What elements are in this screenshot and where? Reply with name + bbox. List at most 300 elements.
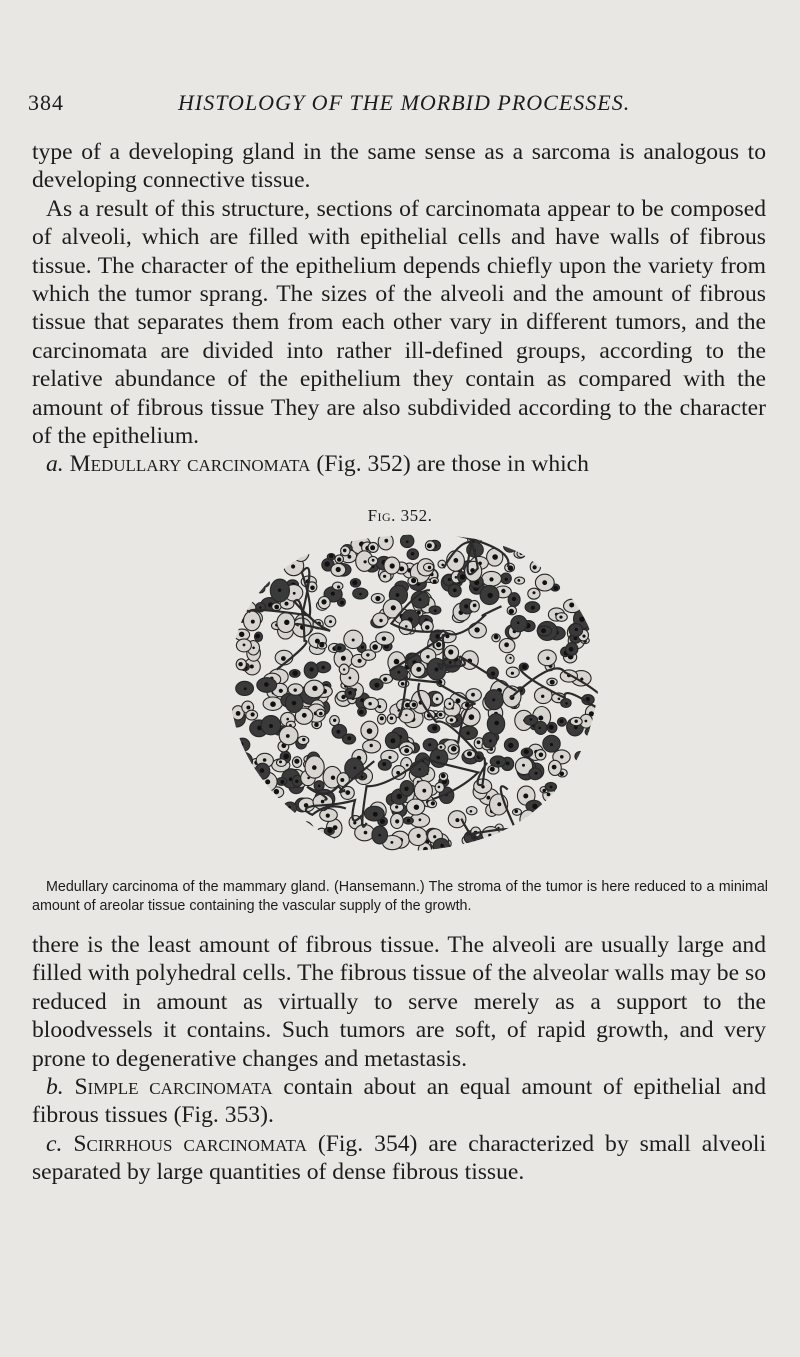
cell-nucleus [336,730,340,734]
cell-nucleus [517,579,520,582]
cell-nucleus [417,834,421,838]
cell-nucleus [304,831,307,834]
cell-nucleus [370,545,375,550]
paragraph-text: contain about an equal amount of epithelial and fibrous tissues (Fig. 353). [32,1074,766,1129]
item-letter: b. [46,1074,64,1101]
cell-nucleus [374,683,379,688]
cell-shape [296,822,314,842]
cell-nucleus [396,593,400,597]
cell-nucleus [359,593,362,596]
cell-nucleus [391,841,394,844]
cell-nucleus [467,751,472,756]
cell-nucleus [383,677,387,681]
cell-shape [257,811,273,829]
cell-nucleus [407,819,411,823]
cell-nucleus [449,661,452,664]
cell-nucleus [438,786,441,789]
cell-nucleus [236,711,241,716]
cell-nucleus [256,578,260,582]
cell-nucleus [320,833,323,836]
cell-nucleus [492,554,498,560]
cell-shape [583,752,599,766]
body-text-top [32,138,766,479]
cell-nucleus [347,736,351,740]
cell-nucleus [321,800,325,804]
cell-nucleus [579,567,584,572]
cell-shape [564,553,572,562]
cell-nucleus [546,657,550,661]
cell-nucleus [450,718,454,722]
cell-nucleus [530,718,533,721]
cell-nucleus [519,543,522,546]
cell-nucleus [236,811,238,813]
cell-nucleus [274,789,279,794]
cell-nucleus [295,780,298,783]
cell-nucleus [348,691,352,695]
cell-shape [231,805,243,819]
cell-nucleus [380,716,384,720]
cell-nucleus [489,577,493,581]
cell-shape [337,847,345,853]
cell-nucleus [364,560,367,563]
paragraph-scirrhous [32,1130,766,1187]
cell-nucleus [309,667,313,671]
cell-shape [265,834,282,848]
cell-nucleus [405,714,407,716]
cell-nucleus [411,578,416,583]
cell-nucleus [260,570,263,573]
cell-nucleus [405,625,408,628]
cell-nucleus [460,574,466,580]
cell-nucleus [331,592,335,596]
cell-nucleus [436,756,440,760]
cell-nucleus [251,620,255,624]
cell-shape [260,829,278,847]
cell-nucleus [265,559,270,564]
cell-nucleus [512,597,516,601]
cell-shape [540,806,557,821]
cell-nucleus [370,744,373,747]
paragraph: type of a developing gland in the same sense as a sarcoma is analogous to developing connective tissue. [32,139,766,194]
cell-nucleus [340,848,343,851]
cell-nucleus [390,717,393,720]
cell-nucleus [550,786,553,789]
cell-nucleus [559,719,563,723]
cell-nucleus [522,664,527,669]
paragraph: there is the least amount of fibrous tissue. The alveoli are usually large and filled with polyhedral cells. The fibrous tissue of the alveolar walls may be so reduced in amount as virtually to serve merely as a support to the bloodvessels it contains. Such tumors are soft, of rapid growth, and very prone to degenerative changes and metastasis. [32,932,766,1072]
cell-shape [236,814,255,832]
cell-nucleus [579,801,582,804]
cell-nucleus [258,585,262,589]
cell-nucleus [292,701,296,705]
cell-nucleus [260,768,265,773]
cell-nucleus [562,801,565,804]
cell-nucleus [319,642,324,647]
figure-caption-text: Medullary carcinoma of the mammary gland. (Hansemann.) The stroma of the tumor is here reduced to a minimal amount of areolar tissue containing the vascular supply of the growth. [32,879,768,914]
cell-shape [236,578,252,595]
cell-nucleus [433,835,436,838]
cell-shape [550,542,561,552]
cell-shape [576,581,591,593]
cell-nucleus [488,834,491,837]
cell-nucleus [540,546,542,548]
figure-illustration [225,528,605,860]
cell-nucleus [522,764,525,767]
cell-nucleus [440,746,443,749]
cell-nucleus [433,580,437,584]
cell-nucleus [395,805,398,808]
cell-nucleus [278,589,281,592]
cell-nucleus [288,806,291,809]
cell-nucleus [302,713,307,718]
cell-nucleus [509,609,514,614]
cell-nucleus [470,810,473,813]
cell-shape [295,822,311,837]
cell-nucleus [300,552,303,555]
paragraph-medullary [32,450,766,478]
cell-nucleus [368,702,371,705]
cell-nucleus [263,758,267,762]
cell-nucleus [280,780,284,784]
cell-nucleus [551,551,556,556]
cell-shape [237,753,253,770]
cell-nucleus [262,807,266,811]
cell-nucleus [239,632,244,637]
cell-shape [575,752,585,762]
cell-nucleus [422,789,426,793]
cell-nucleus [265,779,270,784]
cell-nucleus [535,834,539,838]
cell-nucleus [395,819,399,823]
cell-nucleus [560,755,564,759]
cell-nucleus [236,772,239,775]
cell-nucleus [286,718,289,721]
cell-nucleus [343,668,345,670]
cell-nucleus [366,653,369,656]
cell-nucleus [291,824,295,828]
cell-nucleus [406,540,409,543]
cell-shape [531,830,544,842]
cell-nucleus [321,599,326,604]
cell-nucleus [251,712,255,716]
cell-shape [291,547,300,553]
cell-nucleus [569,647,574,652]
cell-nucleus [246,549,251,554]
cell-nucleus [550,680,555,685]
cell-nucleus [473,604,477,608]
cell-nucleus [497,802,501,806]
cell-shape [585,728,594,736]
paragraph: As a result of this structure, sections of carcinomata appear to be composed of alveoli, which are filled with epithelial cells and have walls of fibrous tissue. The character of the epithelium depends chiefly upon the variety from which the tumor sprang. The sizes of the alveoli and the amount of fibrous tissue that separates them from each other vary in different tumors, and the carcinomata are divided into rather ill-defined groups, according to the relative abundance of the epithelium they contain as compared with the amount of fibrous tissue They are also subdivided according to the character of the epithelium. [32,195,766,450]
cell-shape [295,534,303,543]
cell-nucleus [390,563,395,568]
cell-shape [259,555,277,568]
cell-shape [235,591,249,602]
section-term: Medullary carcinomata [69,451,311,478]
cell-nucleus [524,749,529,754]
cell-nucleus [541,695,544,698]
cell-nucleus [492,698,495,701]
cell-nucleus [547,793,551,797]
cell-nucleus [439,713,443,717]
cell-shape [585,535,596,547]
cell-nucleus [539,727,542,730]
cell-nucleus [440,844,444,848]
cell-nucleus [319,712,323,716]
cell-nucleus [575,628,578,631]
cell-nucleus [391,605,396,610]
cell-shape [228,766,247,783]
cell-nucleus [352,639,355,642]
cell-nucleus [294,842,299,847]
paragraph-text: (Fig. 352) are those in which [310,451,589,478]
cell-nucleus [494,634,499,639]
cell-nucleus [263,549,268,554]
cell-nucleus [553,586,558,591]
cell-nucleus [552,765,557,770]
cell-nucleus [327,828,332,833]
cell-nucleus [318,785,321,788]
cell-nucleus [431,801,435,805]
cell-nucleus [241,595,244,598]
cell-nucleus [490,767,495,772]
cell-shape [238,536,247,545]
cell-nucleus [352,580,357,585]
cell-nucleus [582,635,585,638]
cell-nucleus [564,545,568,549]
cell-nucleus [588,729,591,732]
cell-nucleus [329,554,334,559]
cell-nucleus [523,794,528,799]
cell-nucleus [340,601,344,605]
cell-nucleus [455,576,458,579]
cell-nucleus [550,743,553,746]
cell-nucleus [426,655,429,658]
cell-shape [228,799,247,815]
cell-nucleus [582,804,585,807]
cell-nucleus [466,731,470,735]
cell-nucleus [508,743,513,748]
cell-nucleus [244,606,247,609]
cell-nucleus [432,725,437,730]
cell-nucleus [533,591,536,594]
cell-shape [512,535,529,551]
cell-shape [255,801,271,817]
cell-nucleus [264,682,269,687]
cell-nucleus [419,818,422,821]
cell-nucleus [292,553,295,556]
cell-nucleus [273,825,278,830]
cell-nucleus [256,553,261,558]
cell-shape [546,546,562,559]
cell-nucleus [312,765,317,770]
cell-nucleus [279,689,283,693]
running-title: HISTOLOGY OF THE MORBID PROCESSES. [178,90,631,115]
cell-nucleus [519,551,523,555]
cell-shape [241,796,251,807]
cell-nucleus [449,702,452,705]
cell-nucleus [562,556,567,561]
cell-shape [267,820,281,834]
cell-nucleus [404,787,408,791]
cell-shape [268,816,281,828]
cell-nucleus [294,759,299,764]
cell-nucleus [469,714,475,720]
cell-nucleus [325,561,330,566]
cell-shape [286,528,304,550]
cell-nucleus [293,592,296,595]
cell-nucleus [477,740,481,744]
cell-nucleus [314,722,319,727]
cell-nucleus [273,840,276,843]
cell-shape [555,547,573,569]
cell-shape [240,540,259,563]
cell-nucleus [531,606,535,610]
cell-nucleus [554,545,559,550]
cell-nucleus [238,662,242,666]
cell-nucleus [262,817,267,822]
cell-nucleus [464,604,468,608]
cell-shape [504,540,517,552]
cell-nucleus [364,831,368,835]
cell-nucleus [312,686,317,691]
cell-nucleus [535,772,538,775]
cell-nucleus [488,593,493,598]
cell-nucleus [383,575,386,578]
cell-nucleus [281,540,284,543]
cell-nucleus [333,719,336,722]
cell-nucleus [388,756,391,759]
cell-nucleus [243,644,246,647]
cell-nucleus [244,687,247,690]
cell-nucleus [269,724,273,728]
cell-nucleus [336,567,341,572]
cell-nucleus [496,761,500,765]
cell-nucleus [259,606,261,608]
cell-nucleus [578,756,581,759]
cell-shape [575,563,589,579]
cell-nucleus [281,656,286,661]
section-term: Scirrhous carcinomata [73,1130,307,1157]
cell-nucleus [375,596,380,601]
running-header [28,90,772,120]
cell-nucleus [527,817,530,820]
figure-caption [32,878,768,916]
cell-nucleus [519,542,522,545]
cell-nucleus [584,843,589,848]
item-letter: a. [46,451,64,478]
paragraph-simple [32,1073,766,1130]
cell-nucleus [301,827,304,830]
cell-nucleus [585,720,588,723]
cell-nucleus [582,585,585,588]
cell-nucleus [292,671,297,676]
cell-nucleus [384,539,388,543]
cell-nucleus [274,605,279,610]
cell-nucleus [448,578,451,581]
cell-nucleus [505,578,508,581]
cell-nucleus [428,566,431,569]
cell-nucleus [372,559,375,562]
cell-nucleus [416,667,421,672]
cell-shape [537,543,545,553]
cell-nucleus [337,585,340,588]
cell-nucleus [313,846,317,850]
cell-shape [540,836,550,847]
cell-nucleus [541,628,546,633]
section-term: Simple carcinomata [74,1074,273,1101]
cell-shape [571,534,583,544]
cell-nucleus [532,804,537,809]
cell-nucleus [514,809,518,813]
cell-nucleus [329,620,332,623]
cell-nucleus [359,710,364,715]
cell-nucleus [294,688,297,691]
figure-label: Fig. 352. [367,506,433,525]
item-letter: c. [46,1130,63,1157]
cell-nucleus [337,646,341,650]
stroma-strand [225,790,293,854]
cell-shape [290,840,303,851]
cell-nucleus [589,539,591,541]
cell-nucleus [250,665,254,669]
cell-nucleus [528,818,531,821]
cell-nucleus [239,539,244,544]
cell-shape [293,543,309,562]
cell-nucleus [326,814,330,818]
cell-nucleus [533,565,537,569]
cell-nucleus [565,554,570,559]
cell-nucleus [242,583,247,588]
cell-nucleus [354,767,357,770]
cell-shape [566,836,576,845]
cell-nucleus [340,778,344,782]
cell-nucleus [588,757,593,762]
cell-nucleus [504,642,509,647]
cell-nucleus [337,557,341,561]
cell-nucleus [240,742,244,746]
cell-nucleus [397,671,400,674]
cell-shape [568,585,578,594]
cell-nucleus [451,746,457,752]
cell-shape [526,815,536,824]
cell-nucleus [425,625,430,630]
cell-nucleus [411,552,414,555]
cell-nucleus [390,738,395,743]
cell-nucleus [293,540,295,542]
cell-nucleus [501,589,505,593]
cell-nucleus [569,603,574,608]
histology-drawing [225,528,605,860]
cell-nucleus [414,805,419,810]
cell-nucleus [378,834,381,837]
cell-nucleus [435,668,439,672]
cell-nucleus [517,622,520,625]
cell-nucleus [291,564,295,568]
cell-shape [581,841,592,849]
cell-nucleus [322,666,325,669]
cell-shape [576,798,586,806]
cell-shape [520,810,536,829]
cell-nucleus [255,634,260,639]
cell-nucleus [558,698,561,701]
paragraph-text: (Fig. 354) are characterized by small alveoli separated by large quantities of dense fibrous tissue. [32,1130,766,1186]
cell-nucleus [310,586,315,591]
cell-shape [229,809,246,822]
cell-nucleus [394,659,400,665]
cell-nucleus [418,598,421,601]
cell-nucleus [570,538,573,541]
